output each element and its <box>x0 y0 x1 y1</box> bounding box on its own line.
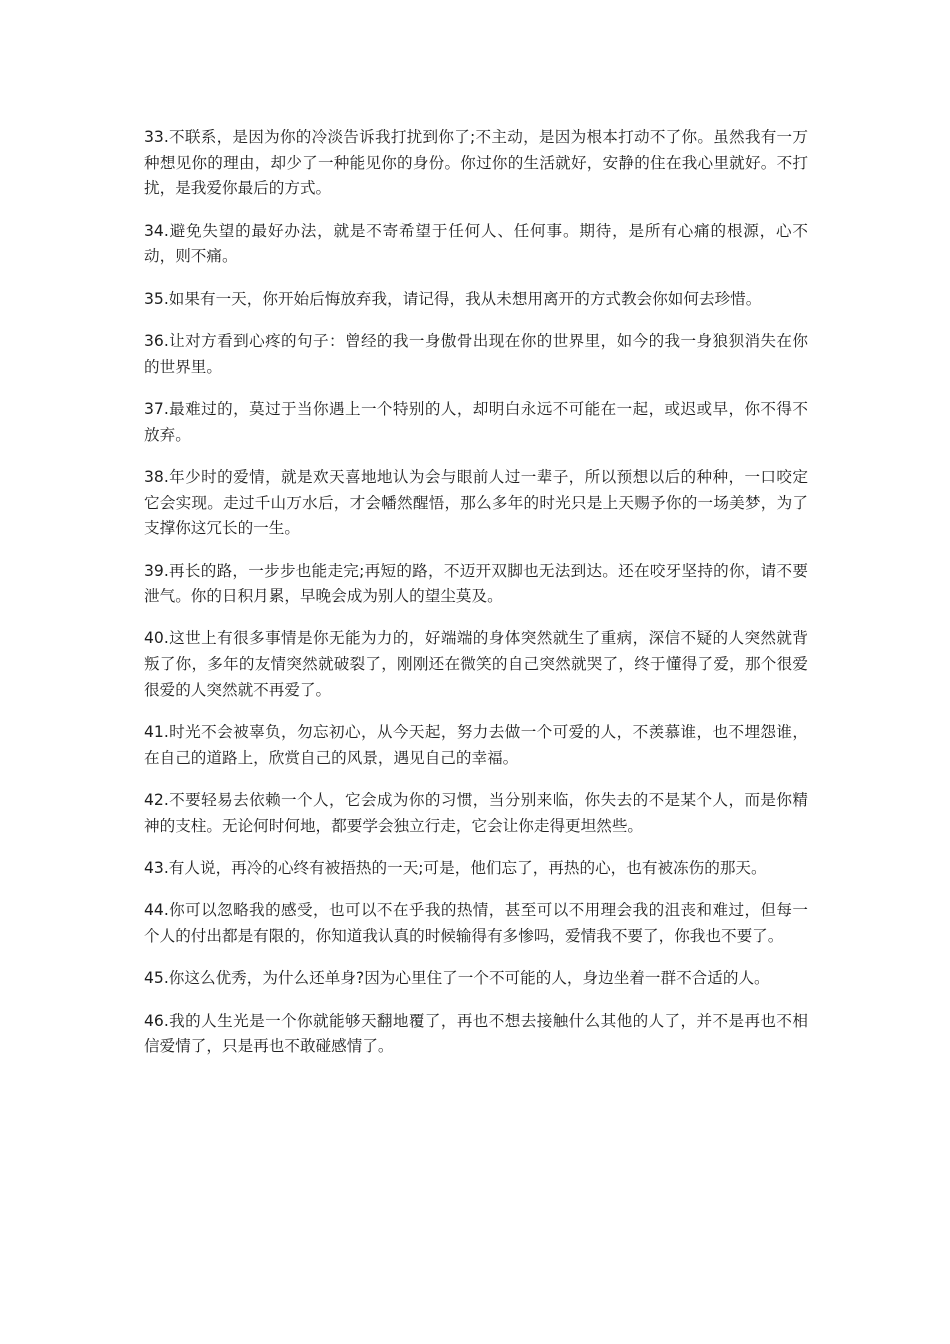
paragraph-37: 37.最难过的，莫过于当你遇上一个特别的人，却明白永远不可能在一起，或迟或早，你不得不放弃。 <box>144 399 808 444</box>
paragraph-39: 39.再长的路，一步步也能走完;再短的路，不迈开双脚也无法到达。还在咬牙坚持的你，请不要泄气。你的日积月累，早晚会成为别人的望尘莫及。 <box>144 561 808 606</box>
paragraph-36: 36.让对方看到心疼的句子：曾经的我一身傲骨出现在你的世界里，如今的我一身狼狈消失在你的世界里。 <box>144 331 808 376</box>
paragraph-38: 38.年少时的爱情，就是欢天喜地地认为会与眼前人过一辈子，所以预想以后的种种，一口咬定它会实现。走过千山万水后，才会幡然醒悟，那么多年的时光只是上天赐予你的一场美梦，为了支撑你这冗长的一生。 <box>144 467 808 538</box>
paragraph-44: 44.你可以忽略我的感受，也可以不在乎我的热情，甚至可以不用理会我的沮丧和难过，但每一个人的付出都是有限的，你知道我认真的时候输得有多惨吗，爱情我不要了，你我也不要了。 <box>144 901 808 946</box>
paragraph-33: 33.不联系，是因为你的冷淡告诉我打扰到你了;不主动，是因为根本打动不了你。虽然我有一万种想见你的理由，却少了一种能见你的身份。你过你的生活就好，安静的住在我心里就好。不打扰，是我爱你最后的方式。 <box>144 128 808 198</box>
paragraph-35: 35.如果有一天，你开始后悔放弃我，请记得，我从未想用离开的方式教会你如何去珍惜。 <box>144 289 762 308</box>
paragraph-41: 41.时光不会被辜负，勿忘初心，从今天起，努力去做一个可爱的人，不羡慕谁，也不埋怨谁，在自己的道路上，欣赏自己的风景，遇见自己的幸福。 <box>144 723 808 767</box>
paragraph-46: 46.我的人生光是一个你就能够天翻地覆了，再也不想去接触什么其他的人了，并不是再也不相信爱情了，只是再也不敢碰感情了。 <box>144 1011 808 1056</box>
paragraph-40: 40.这世上有很多事情是你无能为力的，好端端的身体突然就生了重病，深信不疑的人突然就背叛了你，多年的友情突然就破裂了，刚刚还在微笑的自己突然就哭了，终于懂得了爱，那个很爱很爱的人突然就不再爱了。 <box>144 629 808 699</box>
document-body <box>144 125 808 1077</box>
paragraph-45: 45.你这么优秀，为什么还单身?因为心里住了一个不可能的人，身边坐着一群不合适的人。 <box>144 969 770 988</box>
paragraph-34: 34.避免失望的最好办法，就是不寄希望于任何人、任何事。期待，是所有心痛的根源，心不动，则不痛。 <box>144 221 808 266</box>
paragraph-42: 42.不要轻易去依赖一个人，它会成为你的习惯，当分别来临，你失去的不是某个人，而是你精神的支柱。无论何时何地，都要学会独立行走，它会让你走得更坦然些。 <box>144 791 808 835</box>
paragraph-43: 43.有人说，再冷的心终有被捂热的一天;可是，他们忘了，再热的心，也有被冻伤的那天。 <box>144 859 767 878</box>
